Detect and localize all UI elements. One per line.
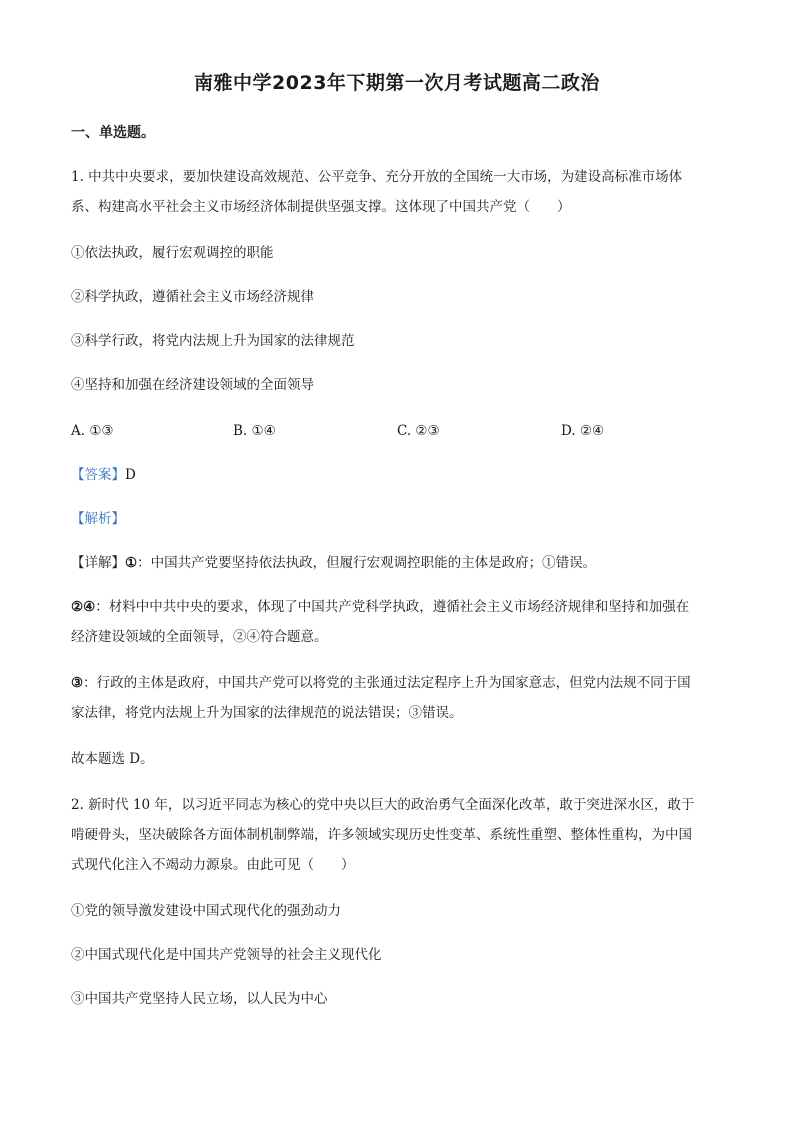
q1-stem-line-2: 系、构建高水平社会主义市场经济体制提供坚强支撑。这体现了中国共产党（ ） (71, 199, 571, 215)
q1-answer (71, 464, 726, 486)
section-heading: 一、单选题。 (71, 125, 155, 141)
q1-option-b: B. ①④ (233, 423, 276, 439)
answer-label: 【答案】 (71, 467, 125, 483)
detail-label: 【详解】 (71, 555, 125, 571)
detail-1-mark: ① (125, 555, 138, 571)
q1-option-c: C. ②③ (397, 423, 440, 439)
document-title: 南雅中学2023年下期第一次月考试题高二政治 (194, 72, 600, 94)
q2-item-1: ①党的领导激发建设中国式现代化的强劲动力 (71, 903, 341, 919)
q2-item-2: ②中国式现代化是中国共产党领导的社会主义现代化 (71, 947, 382, 963)
detail-3-text: ：行政的主体是政府，中国共产党可以将党的主张通过法定程序上升为国家意志，但党内法规不同于国 (83, 675, 691, 691)
q1-stem-line-1: 1. 中共中央要求，要加快建设高效规范、公平竞争、充分开放的全国统一大市场，为建设高标准市场体 (71, 169, 683, 185)
q1-option-a: A. ①③ (71, 423, 114, 439)
detail-1-text: ：中国共产党要坚持依法执政，但履行宏观调控职能的主体是政府；①错误。 (137, 555, 597, 571)
q1-item-2: ②科学执政，遵循社会主义市场经济规律 (71, 289, 314, 305)
q1-option-d: D. ②④ (561, 423, 605, 439)
q2-stem-line-1: 2. 新时代 10 年，以习近平同志为核心的党中央以巨大的政治勇气全面深化改革，敢于突进深水区，敢于 (71, 797, 695, 813)
q1-detail-2-line-1 (71, 596, 726, 618)
q1-detail-2-line-2: 经济建设领域的全面领导，②④符合题意。 (71, 629, 328, 645)
detail-2-text: ：材料中中共中央的要求，体现了中国共产党科学执政，遵循社会主义市场经济规律和坚持和加强在 (95, 599, 690, 615)
q1-detail-1 (71, 552, 726, 574)
q1-item-4: ④坚持和加强在经济建设领域的全面领导 (71, 377, 314, 393)
analysis-label: 【解析】 (71, 511, 125, 527)
q2-stem-line-2: 啃硬骨头，坚决破除各方面体制机制弊端，许多领域实现历史性变革、系统性重塑、整体性重构，为中国 (71, 827, 692, 843)
q1-item-1: ①依法执政，履行宏观调控的职能 (71, 245, 274, 261)
q1-item-3: ③科学行政，将党内法规上升为国家的法律规范 (71, 333, 355, 349)
detail-2-mark: ②④ (71, 599, 96, 615)
q1-detail-3-line-2: 家法律，将党内法规上升为国家的法律规范的说法错误；③错误。 (71, 705, 463, 721)
q1-conclusion: 故本题选 D。 (71, 751, 154, 767)
q1-detail-3-line-1 (71, 672, 726, 694)
q2-item-3: ③中国共产党坚持人民立场，以人民为中心 (71, 991, 328, 1007)
answer-value: D (125, 467, 136, 483)
q1-options (71, 420, 726, 442)
detail-3-mark: ③ (71, 675, 84, 691)
q2-stem-line-3: 式现代化注入不竭动力源泉。由此可见（ ） (71, 857, 355, 873)
